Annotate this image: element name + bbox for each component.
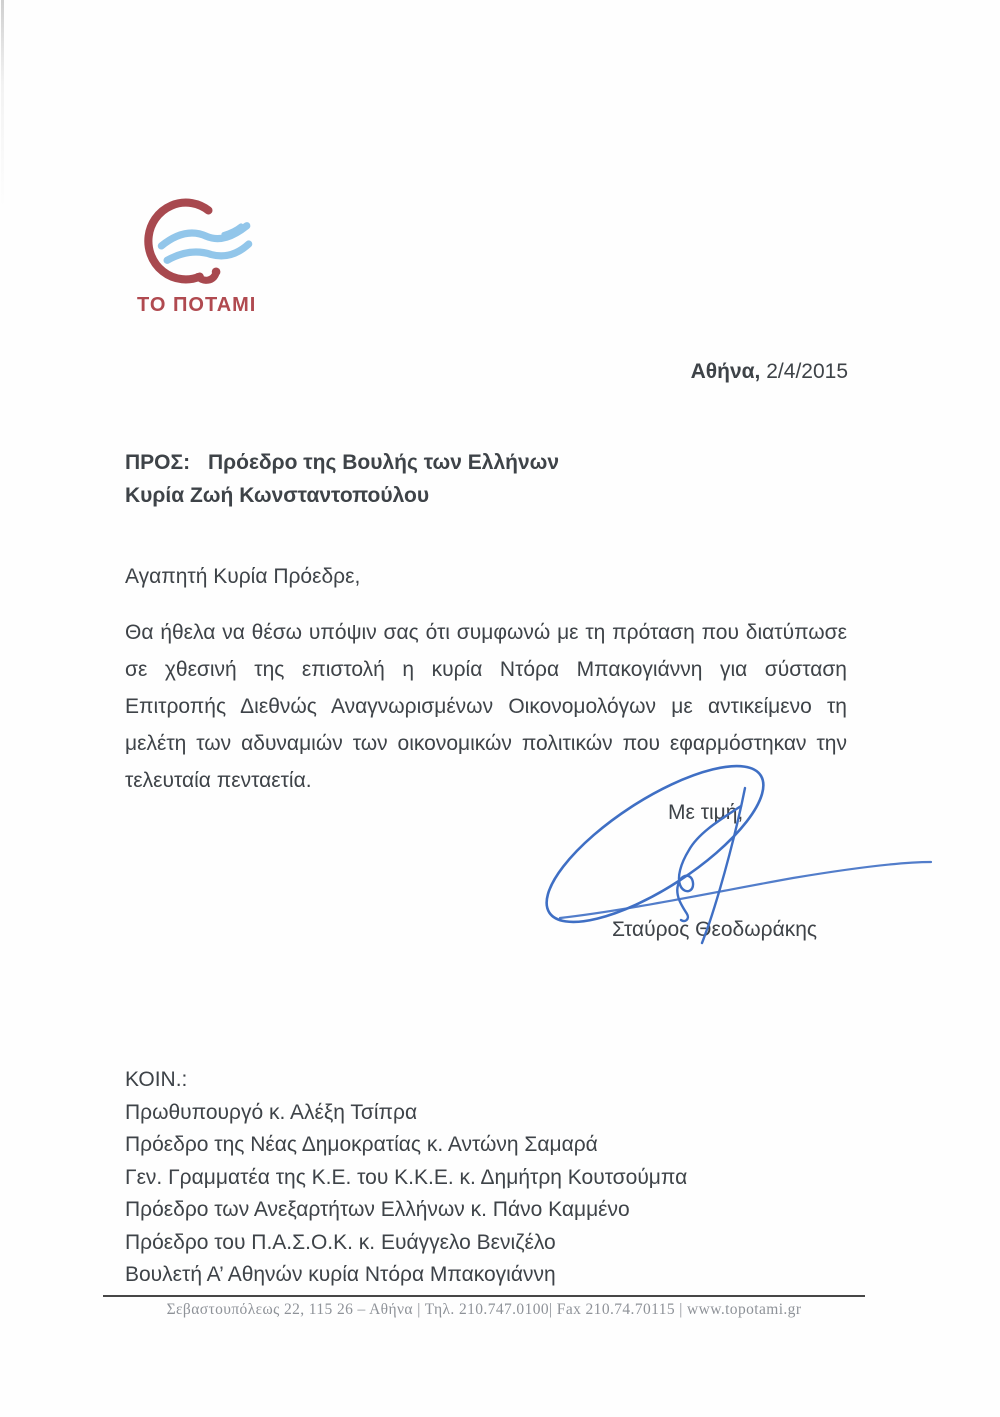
letter-body-paragraph: Θα ήθελα να θέσω υπόψιν σας ότι συμφωνώ με τη πρόταση που διατύπωσε σε χθεσινή της επιστολή η κυρία Ντόρα Μπακογιάννη για σύσταση Επιτροπής Διεθνώς Αναγνωρισμένων Οικονομολόγων με αντικείμενο τη μελέτη των αδυναμιών των οικονομικών πολιτικών που εφαρμόστηκαν την τελευταία πενταετία. bbox=[125, 621, 847, 792]
salutation: Αγαπητή Κυρία Πρόεδρε, bbox=[125, 565, 361, 588]
date-line bbox=[691, 360, 848, 384]
cc-item: Πρόεδρο του Π.Α.Σ.Ο.Κ. κ. Ευάγγελο Βενιζέλο bbox=[125, 1230, 556, 1254]
signer-name: Σταύρος Θεοδωράκης bbox=[612, 918, 818, 941]
date-value: 2/4/2015 bbox=[766, 360, 848, 383]
recipient-title: Πρόεδρο της Βουλής των Ελλήνων bbox=[207, 451, 560, 474]
cc-label: ΚΟΙΝ.: bbox=[125, 1068, 188, 1091]
cc-item: Πρόεδρο της Νέας Δημοκρατίας κ. Αντώνη Σαμαρά bbox=[125, 1133, 598, 1156]
footer-divider bbox=[103, 1295, 865, 1297]
logo-wordmark: ΤΟ ΠΟΤΑΜΙ bbox=[137, 294, 257, 316]
recipient-label: ΠΡΟΣ: bbox=[125, 451, 191, 474]
cc-item: Γεν. Γραμματέα της Κ.Ε. του Κ.Κ.Ε. κ. Δημήτρη Κουτσούμπα bbox=[125, 1165, 688, 1189]
recipient-line-1 bbox=[125, 446, 559, 479]
cc-item: Πρόεδρο των Ανεξαρτήτων Ελλήνων κ. Πάνο Καμμένο bbox=[125, 1198, 630, 1221]
cc-item: Πρωθυπουργό κ. Αλέξη Τσίπρα bbox=[125, 1100, 418, 1124]
footer-contact-info: Σεβαστουπόλεως 22, 115 26 – Αθήνα | Τηλ. 210.747.0100| Fax 210.74.70115 | www.topotami.gr bbox=[166, 1301, 802, 1318]
topotami-logo-icon bbox=[130, 196, 258, 292]
scan-artifact bbox=[1, 0, 4, 210]
recipient-block bbox=[125, 446, 559, 512]
date-city: Αθήνα, bbox=[690, 360, 761, 383]
cc-item: Βουλετή Α’ Αθηνών κυρία Ντόρα Μπακογιάννη bbox=[125, 1263, 556, 1286]
recipient-line-2: Κυρία Ζωή Κωνσταντοπούλου bbox=[125, 484, 430, 507]
cc-block bbox=[125, 1064, 687, 1292]
valediction: Με τιμή, bbox=[668, 801, 744, 824]
topotami-logo bbox=[130, 196, 320, 317]
